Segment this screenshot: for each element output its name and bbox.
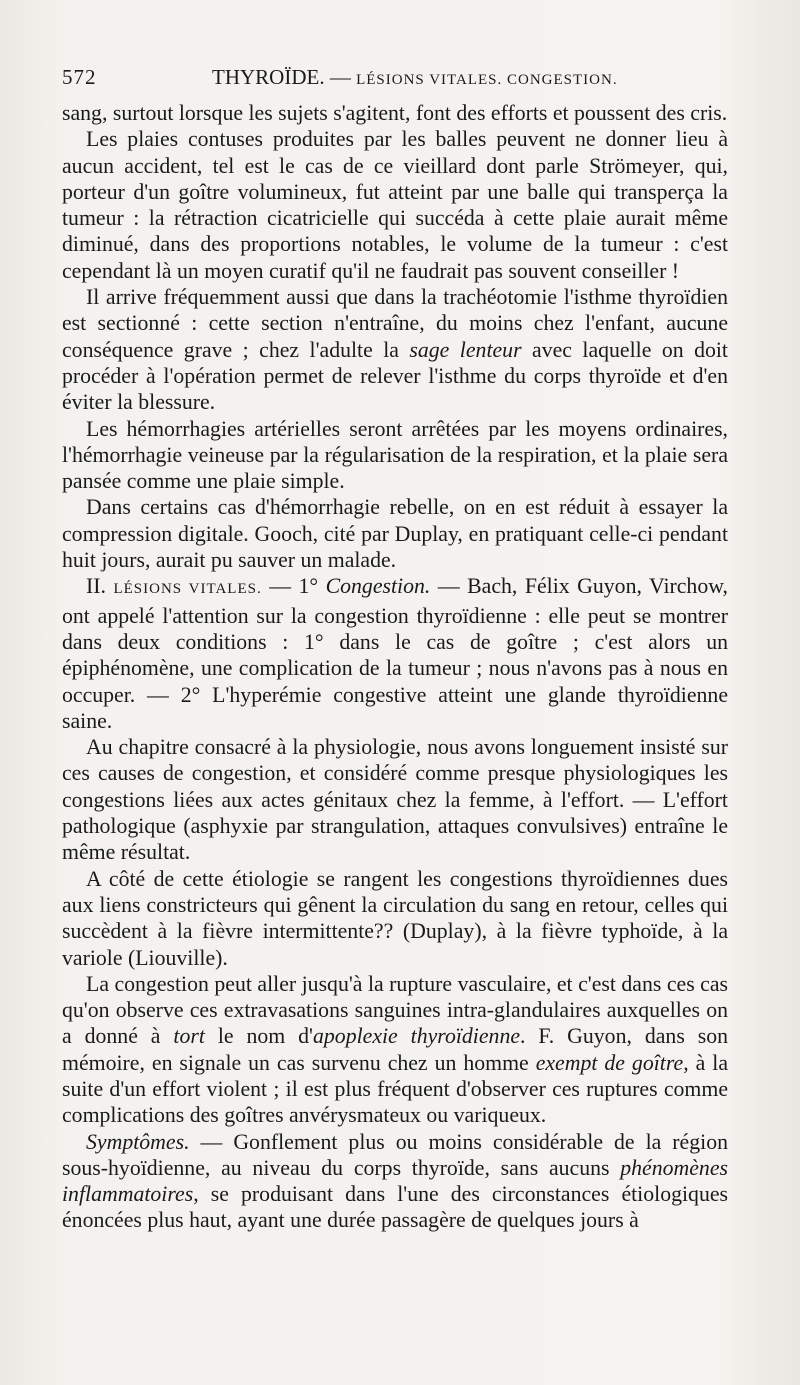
text-run: , à la suite d'un effort violent ; il est plus fréquent d'observer ces ruptures comme complications des goîtres anvérysmateux ou variqueux.	[62, 1050, 728, 1128]
section-title: LÉSIONS VITALES. CONGESTION.	[356, 72, 618, 88]
emphasis-text: sage lenteur	[409, 337, 522, 362]
paragraph-rupture-vasculaire	[62, 971, 728, 1129]
paragraph-etiologie: A côté de cette étiologie se rangent les congestions thyroïdiennes dues aux liens constricteurs qui gênent la circulation du sang en retour, celles qui succèdent à la fièvre intermittente?? (Duplay), à la fièvre typhoïde, à la variole (Liouville).	[62, 866, 728, 970]
paragraph-lesions-vitales	[62, 573, 728, 734]
text-run: le nom d'	[204, 1024, 313, 1049]
paragraph-tracheotomie	[62, 284, 728, 415]
page-number: 572	[62, 65, 97, 89]
text-run: II.	[86, 574, 114, 599]
emphasis-text: phénomènes inflammatoires	[62, 1155, 728, 1207]
running-header	[62, 62, 752, 92]
text-run: — Gonflement plus ou moins considérable de la région sous-hyoïdienne, au niveau du corps thyroïde, sans aucuns	[62, 1129, 728, 1180]
paragraph-plaies-contuses: Les plaies contuses produites par les balles peuvent ne donner lieu à aucun accident, tel est le cas de ce vieillard dont parle Strömeyer, qui, porteur d'un goître volumineux, fut atteint par une balle qui transperça la tumeur : la rétraction cicatricielle qui succéda à cette plaie aurait même diminué, dans des proportions notables, le volume de la tumeur : c'est cependant là un moyen curatif qu'il ne faudrait pas souvent conseiller !	[62, 127, 728, 283]
text-run: — 1°	[261, 574, 326, 599]
paragraph-hemorrhagies: Les hémorrhagies artérielles seront arrêtées par les moyens ordinaires, l'hémorrhagie veineuse par la régularisation de la respiration, et la plaie sera pansée comme une plaie simple.	[62, 416, 728, 494]
chapter-title: THYROÏDE.	[212, 65, 325, 89]
text-run: , se produisant dans l'une des circonstances étiologiques énoncées plus haut, ayant une durée passagère de quelques jours à	[62, 1182, 728, 1233]
emphasis-text: tort	[173, 1024, 205, 1049]
text-run: La congestion peut aller jusqu'à la rupture vasculaire, et c'est dans ces cas qu'on observe ces extravasations sanguines intra-glandulaires auxquelles on a donné à	[62, 971, 728, 1049]
body-text	[62, 100, 728, 1234]
paragraph-symptomes	[62, 1129, 728, 1234]
text-run: — Bach, Félix Guyon, Virchow, ont appelé l'attention sur la congestion thyroïdienne : elle peut se montrer dans deux conditions : 1° dans le cas de goître ; c'est alors un épiphénomène, une complication de la tumeur ; nous n'avons pas à nous en occuper. — 2° L'hyperémie congestive atteint une glande thyroïdienne saine.	[62, 574, 729, 733]
running-head-title	[212, 62, 618, 95]
text-run: . F. Guyon, dans son mémoire, en signale un cas survenu chez un homme	[62, 1024, 729, 1075]
subsection-heading-inline: Congestion.	[325, 574, 431, 599]
paragraph-compression: Dans certains cas d'hémorrhagie rebelle, on en est réduit à essayer la compression digitale. Gooch, cité par Duplay, en pratiquant celle-ci pendant huit jours, aurait pu sauver un malade.	[62, 495, 728, 573]
subsection-heading-inline: Symptômes.	[86, 1129, 190, 1154]
header-separator: —	[324, 65, 357, 89]
emphasis-text: exempt de goître	[535, 1050, 684, 1075]
text-run: Il arrive fréquemment aussi que dans la trachéotomie l'isthme thyroïdien est sectionné : cette section n'entraîne, du moins chez l'enfant, aucune conséquence grave ; chez l'adulte la	[62, 285, 728, 362]
text-run: avec laquelle on doit procéder à l'opération permet de relever l'isthme du corps thyroïde et d'en éviter la blessure.	[62, 337, 728, 415]
paragraph-physiologie: Au chapitre consacré à la physiologie, nous avons longuement insisté sur ces causes de congestion, et considéré comme presque physiologiques les congestions liées aux actes génitaux chez la femme, à l'effort. — L'effort pathologique (asphyxie par strangulation, attaques convulsives) entraîne le même résultat.	[62, 735, 728, 865]
emphasis-text: apoplexie thyroïdienne	[313, 1024, 521, 1049]
paragraph-continued: sang, surtout lorsque les sujets s'agitent, font des efforts et poussent des cris.	[62, 101, 728, 125]
section-heading-inline: LÉSIONS VITALES.	[113, 581, 262, 598]
